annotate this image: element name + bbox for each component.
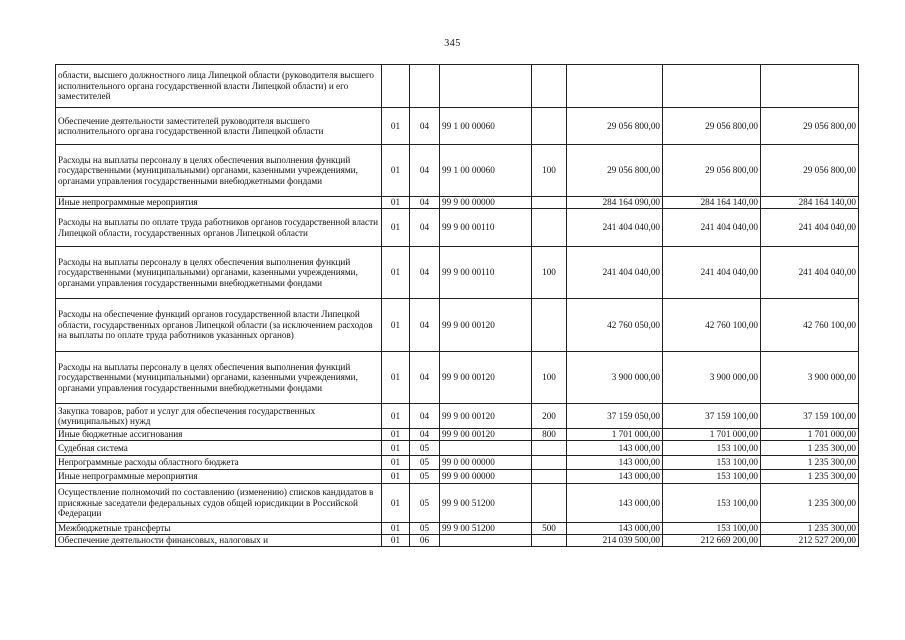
row-code-cell: 99 9 00 00110 xyxy=(440,209,532,247)
row-code-cell: 99 9 00 00120 xyxy=(440,404,532,429)
row-section-cell: 01 xyxy=(382,209,410,247)
row-subsection-cell: 06 xyxy=(410,535,440,547)
row-amount-year2-cell: 3 900 000,00 xyxy=(663,352,761,404)
row-code-cell: 99 9 00 00000 xyxy=(440,470,532,484)
row-amount-year2-cell: 37 159 100,00 xyxy=(663,404,761,429)
row-expense-type-cell: 800 xyxy=(532,429,567,441)
table-row xyxy=(56,404,859,429)
table-row xyxy=(56,197,859,209)
row-amount-year3-cell: 1 235 300,00 xyxy=(761,470,859,484)
row-section-cell: 01 xyxy=(382,247,410,299)
row-expense-type-cell xyxy=(532,470,567,484)
table-row xyxy=(56,209,859,247)
table-row xyxy=(56,352,859,404)
row-expense-type-cell xyxy=(532,209,567,247)
row-amount-year1-cell: 143 000,00 xyxy=(567,456,663,470)
row-expense-type-cell xyxy=(532,484,567,523)
row-amount-year2-cell xyxy=(663,65,761,108)
table-row xyxy=(56,523,859,535)
row-subsection-cell: 05 xyxy=(410,470,440,484)
row-subsection-cell: 04 xyxy=(410,145,440,197)
row-code-cell: 99 9 00 51200 xyxy=(440,484,532,523)
row-amount-year2-cell: 42 760 100,00 xyxy=(663,299,761,352)
table-row xyxy=(56,535,859,547)
table-row xyxy=(56,470,859,484)
row-amount-year3-cell: 37 159 100,00 xyxy=(761,404,859,429)
row-amount-year2-cell: 241 404 040,00 xyxy=(663,247,761,299)
table-row xyxy=(56,65,859,108)
row-expense-type-cell: 200 xyxy=(532,404,567,429)
row-amount-year2-cell: 1 701 000,00 xyxy=(663,429,761,441)
row-amount-year2-cell: 153 100,00 xyxy=(663,523,761,535)
row-amount-year1-cell xyxy=(567,65,663,108)
row-amount-year1-cell: 143 000,00 xyxy=(567,470,663,484)
row-amount-year3-cell: 241 404 040,00 xyxy=(761,247,859,299)
row-amount-year3-cell: 1 701 000,00 xyxy=(761,429,859,441)
row-name-cell: Расходы на выплаты по оплате труда работников органов государственной власти Липецкой области, государственных органов Липецкой области xyxy=(56,209,382,247)
row-section-cell: 01 xyxy=(382,197,410,209)
row-amount-year3-cell: 1 235 300,00 xyxy=(761,441,859,456)
row-expense-type-cell: 100 xyxy=(532,247,567,299)
row-subsection-cell: 04 xyxy=(410,299,440,352)
row-section-cell: 01 xyxy=(382,299,410,352)
row-code-cell: 99 9 00 51200 xyxy=(440,523,532,535)
row-amount-year2-cell: 29 056 800,00 xyxy=(663,108,761,145)
row-amount-year2-cell: 153 100,00 xyxy=(663,456,761,470)
row-code-cell xyxy=(440,535,532,547)
row-section-cell: 01 xyxy=(382,404,410,429)
row-amount-year2-cell: 212 669 200,00 xyxy=(663,535,761,547)
row-name-cell: Судебная система xyxy=(56,441,382,456)
row-name-cell: Обеспечение деятельности финансовых, налоговых и xyxy=(56,535,382,547)
table-row xyxy=(56,299,859,352)
row-amount-year1-cell: 3 900 000,00 xyxy=(567,352,663,404)
row-code-cell: 99 0 00 00000 xyxy=(440,456,532,470)
row-name-cell: Непрограммные расходы областного бюджета xyxy=(56,456,382,470)
row-expense-type-cell xyxy=(532,456,567,470)
row-amount-year2-cell: 153 100,00 xyxy=(663,470,761,484)
row-amount-year2-cell: 241 404 040,00 xyxy=(663,209,761,247)
row-amount-year3-cell: 1 235 300,00 xyxy=(761,456,859,470)
row-section-cell: 01 xyxy=(382,523,410,535)
row-amount-year2-cell: 29 056 800,00 xyxy=(663,145,761,197)
row-code-cell xyxy=(440,441,532,456)
row-name-cell: Межбюджетные трансферты xyxy=(56,523,382,535)
row-section-cell: 01 xyxy=(382,108,410,145)
row-amount-year1-cell: 241 404 040,00 xyxy=(567,247,663,299)
row-code-cell: 99 9 00 00000 xyxy=(440,197,532,209)
row-expense-type-cell: 500 xyxy=(532,523,567,535)
row-amount-year2-cell: 153 100,00 xyxy=(663,484,761,523)
row-subsection-cell: 05 xyxy=(410,441,440,456)
table-row xyxy=(56,484,859,523)
row-amount-year3-cell: 1 235 300,00 xyxy=(761,523,859,535)
row-expense-type-cell xyxy=(532,535,567,547)
row-amount-year2-cell: 153 100,00 xyxy=(663,441,761,456)
row-amount-year3-cell: 241 404 040,00 xyxy=(761,209,859,247)
row-expense-type-cell xyxy=(532,108,567,145)
row-expense-type-cell xyxy=(532,299,567,352)
row-section-cell: 01 xyxy=(382,352,410,404)
row-amount-year1-cell: 214 039 500,00 xyxy=(567,535,663,547)
budget-table xyxy=(55,64,859,547)
row-amount-year3-cell: 3 900 000,00 xyxy=(761,352,859,404)
row-amount-year3-cell: 284 164 140,00 xyxy=(761,197,859,209)
row-amount-year1-cell: 29 056 800,00 xyxy=(567,145,663,197)
row-subsection-cell: 04 xyxy=(410,247,440,299)
row-subsection-cell: 04 xyxy=(410,429,440,441)
row-expense-type-cell: 100 xyxy=(532,352,567,404)
row-amount-year1-cell: 143 000,00 xyxy=(567,484,663,523)
row-code-cell: 99 9 00 00110 xyxy=(440,247,532,299)
row-amount-year1-cell: 143 000,00 xyxy=(567,441,663,456)
row-amount-year3-cell: 29 056 800,00 xyxy=(761,108,859,145)
row-section-cell xyxy=(382,65,410,108)
row-amount-year3-cell xyxy=(761,65,859,108)
table-row xyxy=(56,456,859,470)
row-code-cell: 99 9 00 00120 xyxy=(440,299,532,352)
row-name-cell: Расходы на выплаты персоналу в целях обеспечения выполнения функций государственными (муниципальными) органами, казенными учреждениями, органами управления государственными внебюджетными фондами xyxy=(56,145,382,197)
row-section-cell: 01 xyxy=(382,429,410,441)
row-expense-type-cell xyxy=(532,65,567,108)
row-name-cell: Иные непрограммные мероприятия xyxy=(56,470,382,484)
row-expense-type-cell: 100 xyxy=(532,145,567,197)
row-name-cell: Иные непрограммные мероприятия xyxy=(56,197,382,209)
row-subsection-cell: 05 xyxy=(410,484,440,523)
row-subsection-cell: 04 xyxy=(410,404,440,429)
row-code-cell: 99 1 00 00060 xyxy=(440,108,532,145)
row-amount-year1-cell: 42 760 050,00 xyxy=(567,299,663,352)
row-amount-year3-cell: 42 760 100,00 xyxy=(761,299,859,352)
table-row xyxy=(56,247,859,299)
table-row xyxy=(56,108,859,145)
row-name-cell: Осуществление полномочий по составлению (изменению) списков кандидатов в присяжные заседатели федеральных судов общей юрисдикции в Российской Федерации xyxy=(56,484,382,523)
row-section-cell: 01 xyxy=(382,456,410,470)
row-amount-year1-cell: 1 701 000,00 xyxy=(567,429,663,441)
row-code-cell: 99 1 00 00060 xyxy=(440,145,532,197)
row-name-cell: Обеспечение деятельности заместителей руководителя высшего исполнительного органа государственной власти Липецкой области xyxy=(56,108,382,145)
row-subsection-cell: 04 xyxy=(410,197,440,209)
row-name-cell: Закупка товаров, работ и услуг для обеспечения государственных (муниципальных) нужд xyxy=(56,404,382,429)
row-expense-type-cell xyxy=(532,441,567,456)
row-subsection-cell: 04 xyxy=(410,209,440,247)
row-amount-year1-cell: 284 164 090,00 xyxy=(567,197,663,209)
row-section-cell: 01 xyxy=(382,470,410,484)
row-subsection-cell: 05 xyxy=(410,456,440,470)
row-code-cell: 99 9 00 00120 xyxy=(440,352,532,404)
row-code-cell xyxy=(440,65,532,108)
table-row xyxy=(56,429,859,441)
row-name-cell: Иные бюджетные ассигнования xyxy=(56,429,382,441)
row-name-cell: Расходы на выплаты персоналу в целях обеспечения выполнения функций государственными (муниципальными) органами, казенными учреждениями, органами управления государственными внебюджетными фондами xyxy=(56,247,382,299)
row-section-cell: 01 xyxy=(382,535,410,547)
row-subsection-cell xyxy=(410,65,440,108)
table-row xyxy=(56,441,859,456)
row-expense-type-cell xyxy=(532,197,567,209)
row-amount-year3-cell: 212 527 200,00 xyxy=(761,535,859,547)
row-section-cell: 01 xyxy=(382,441,410,456)
row-amount-year3-cell: 29 056 800,00 xyxy=(761,145,859,197)
row-section-cell: 01 xyxy=(382,484,410,523)
row-name-cell: Расходы на выплаты персоналу в целях обеспечения выполнения функций государственными (муниципальными) органами, казенными учреждениями, органами управления государственными внебюджетными фондами xyxy=(56,352,382,404)
row-subsection-cell: 05 xyxy=(410,523,440,535)
table-row xyxy=(56,145,859,197)
row-amount-year1-cell: 143 000,00 xyxy=(567,523,663,535)
row-subsection-cell: 04 xyxy=(410,108,440,145)
row-name-cell: Расходы на обеспечение функций органов государственной власти Липецкой области, государственных органов Липецкой области (за исключением расходов на выплаты по оплате труда работников указанных органов) xyxy=(56,299,382,352)
row-subsection-cell: 04 xyxy=(410,352,440,404)
page-number: 345 xyxy=(444,38,461,49)
row-section-cell: 01 xyxy=(382,145,410,197)
table-body xyxy=(56,65,859,547)
row-name-cell: области, высшего должностного лица Липецкой области (руководителя высшего исполнительного органа государственной власти Липецкой области) и его заместителей xyxy=(56,65,382,108)
row-amount-year1-cell: 29 056 800,00 xyxy=(567,108,663,145)
row-amount-year1-cell: 37 159 050,00 xyxy=(567,404,663,429)
row-amount-year1-cell: 241 404 040,00 xyxy=(567,209,663,247)
row-code-cell: 99 9 00 00120 xyxy=(440,429,532,441)
row-amount-year2-cell: 284 164 140,00 xyxy=(663,197,761,209)
row-amount-year3-cell: 1 235 300,00 xyxy=(761,484,859,523)
